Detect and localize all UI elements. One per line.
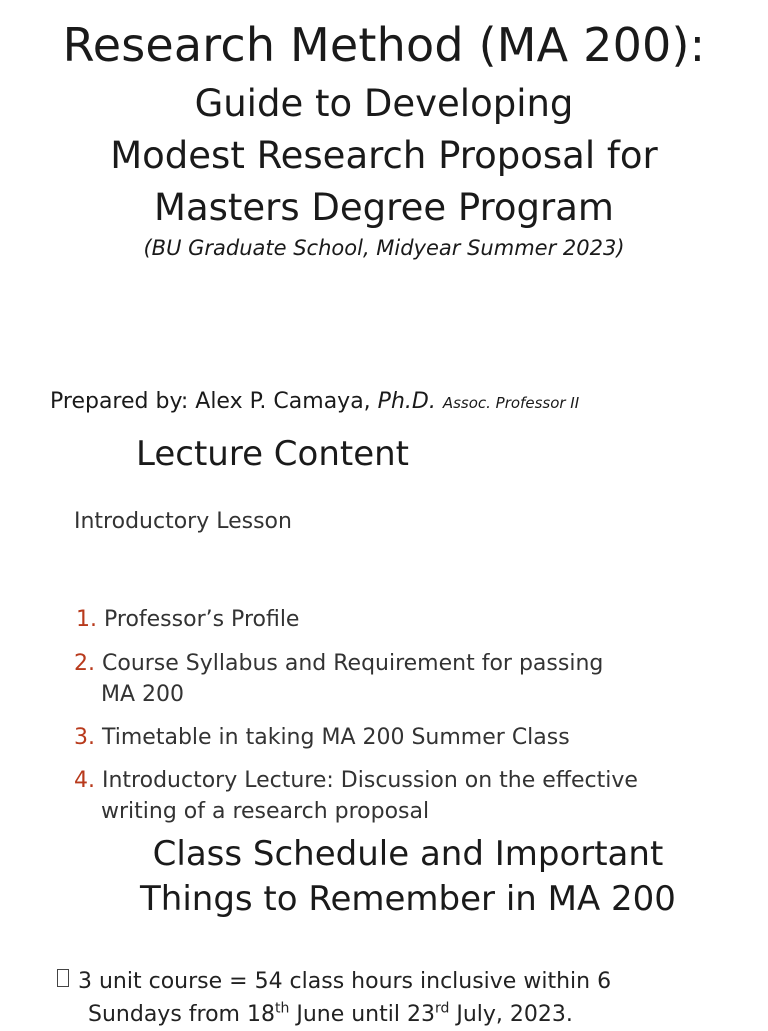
- bullet-box-icon: [57, 969, 69, 987]
- class-schedule-heading: [140, 832, 676, 922]
- lecture-item: [74, 765, 638, 827]
- date-end-text: June until 23: [289, 1002, 435, 1027]
- date-start-text: Sundays from 18: [88, 1002, 275, 1027]
- schedule-bullet-line-1: 3 unit course = 54 class hours inclusive within 6: [78, 969, 612, 994]
- list-number: 3.: [74, 725, 95, 750]
- prepared-by-rank: Assoc. Professor II: [442, 394, 580, 412]
- schedule-bullet-text: [78, 965, 611, 1031]
- schedule-bullet-line-2: [78, 998, 611, 1031]
- lecture-item-text: Timetable in taking MA 200 Summer Class: [102, 725, 570, 750]
- class-schedule-heading-line-1: Class Schedule and Important: [152, 834, 664, 874]
- session-note: (BU Graduate School, Midyear Summer 2023): [143, 236, 625, 260]
- prepared-by-name: Prepared by: Alex P. Camaya,: [50, 389, 378, 414]
- date-year-text: July, 2023.: [449, 1002, 573, 1027]
- lecture-item-text: Course Syllabus and Requirement for passing: [102, 651, 604, 676]
- subtitle-line-1: Guide to Developing: [194, 82, 574, 125]
- prepared-by-degree: Ph.D.: [377, 389, 436, 414]
- lecture-content-heading: Lecture Content: [136, 434, 410, 474]
- lecture-item-text: Professor’s Profile: [104, 607, 300, 632]
- main-title: Research Method (MA 200):: [62, 18, 706, 72]
- lecture-item-text-continued: MA 200: [101, 682, 185, 707]
- subtitle-line-3: Masters Degree Program: [154, 186, 614, 229]
- lecture-item: [76, 604, 299, 635]
- list-number: 2.: [74, 651, 95, 676]
- ordinal-suffix: rd: [434, 1000, 450, 1017]
- introductory-lesson-label: Introductory Lesson: [74, 509, 292, 534]
- list-number: 1.: [76, 607, 97, 632]
- ordinal-suffix: th: [274, 1000, 290, 1017]
- lecture-item-text: Introductory Lecture: Discussion on the effective: [102, 768, 638, 793]
- subtitle-line-2: Modest Research Proposal for: [110, 134, 658, 177]
- list-number: 4.: [74, 768, 95, 793]
- lecture-item-text-continued: writing of a research proposal: [101, 799, 430, 824]
- prepared-by-line: [50, 389, 579, 414]
- class-schedule-heading-line-2: Things to Remember in MA 200: [140, 879, 676, 919]
- lecture-item: [74, 722, 570, 753]
- lecture-item: [74, 648, 603, 710]
